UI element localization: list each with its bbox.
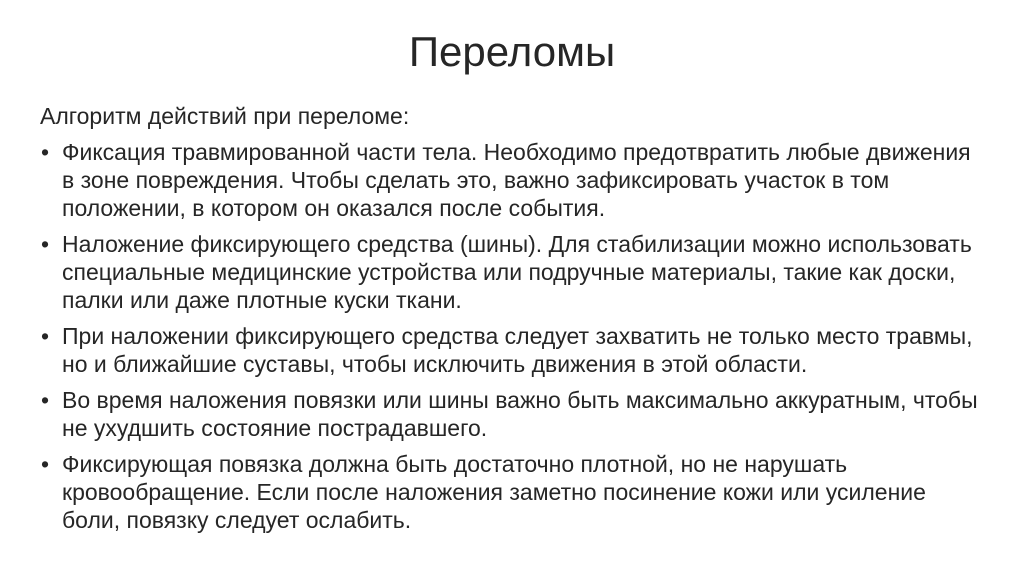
list-item-text: Фиксация травмированной части тела. Необходимо предотвратить любые движения в зоне повреждения. Чтобы сделать это, важно зафиксировать участок в том положении, в котором он оказался после события. bbox=[62, 139, 971, 221]
list-item-text: При наложении фиксирующего средства следует захватить не только место травмы, но и ближайшие суставы, чтобы исключить движения в этой области. bbox=[62, 323, 973, 377]
list-item bbox=[40, 450, 980, 534]
bullet-icon: • bbox=[41, 451, 50, 477]
list-item bbox=[40, 138, 980, 222]
list-item bbox=[40, 386, 980, 442]
slide-body bbox=[40, 102, 980, 542]
bullet-icon: • bbox=[41, 323, 50, 349]
list-item-text: Фиксирующая повязка должна быть достаточно плотной, но не нарушать кровообращение. Если после наложения заметно посинение кожи или усиление боли, повязку следует ослабить. bbox=[62, 451, 926, 533]
list-item-text: Наложение фиксирующего средства (шины). Для стабилизации можно использовать специальные медицинские устройства или подручные материалы, такие как доски, палки или даже плотные куски ткани. bbox=[62, 231, 972, 313]
list-item-text: Во время наложения повязки или шины важно быть максимально аккуратным, чтобы не ухудшить состояние пострадавшего. bbox=[62, 387, 978, 441]
bullet-icon: • bbox=[41, 139, 50, 165]
intro-text: Алгоритм действий при переломе: bbox=[40, 103, 410, 129]
list-item bbox=[40, 230, 980, 314]
bullet-list bbox=[40, 138, 980, 534]
bullet-icon: • bbox=[41, 231, 50, 257]
slide-title: Переломы bbox=[408, 28, 616, 75]
list-item bbox=[40, 322, 980, 378]
bullet-icon: • bbox=[41, 387, 50, 413]
